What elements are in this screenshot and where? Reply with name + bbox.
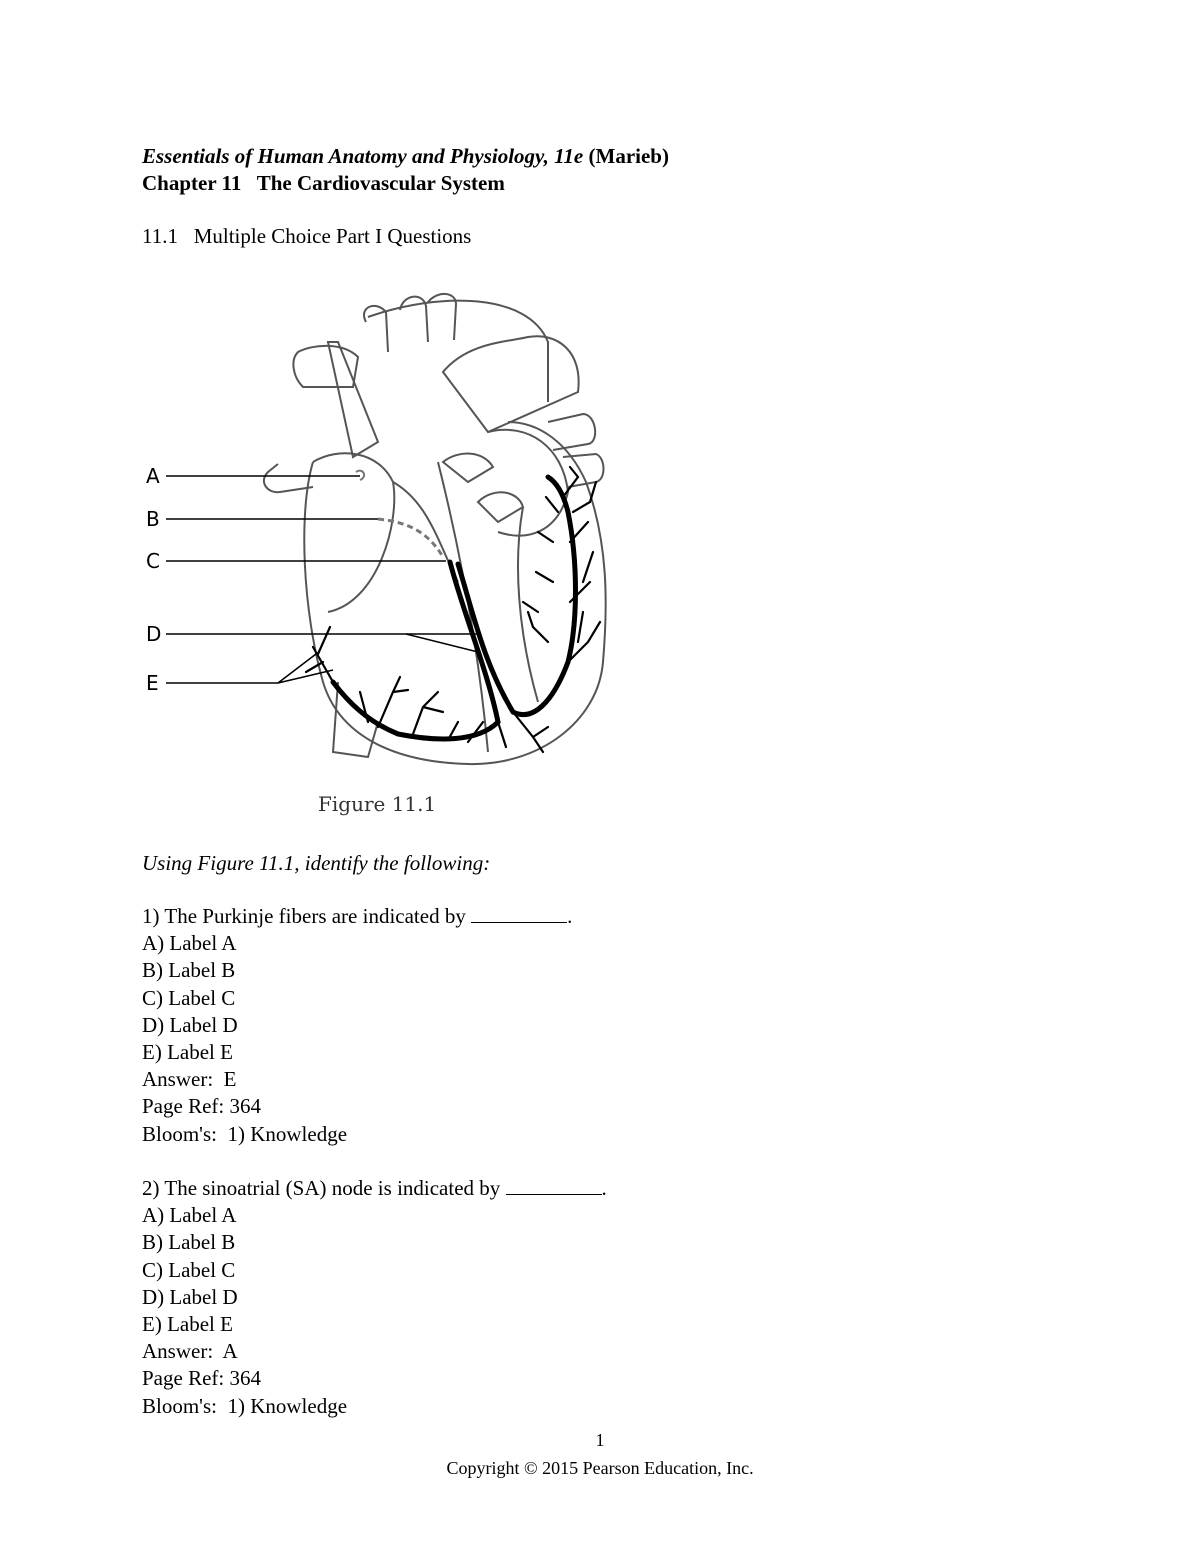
instruction-text: Using Figure 11.1, identify the following: [142,851,491,875]
figure-label-c: C [146,549,160,573]
heart-outline [304,422,605,764]
chapter-title: Chapter 11 The Cardiovascular System [142,171,505,195]
stem-text: 2) The sinoatrial (SA) node is indicated by [142,1176,506,1200]
aortic-arch [368,301,548,402]
purkinje-fiber-8 [523,572,553,642]
valve-2 [478,492,523,522]
blooms-level: Bloom's: 1) Knowledge [142,1121,348,1146]
choice-e: E) Label E [142,1312,233,1337]
stem-end: . [567,904,573,928]
answer-line: Answer: A [142,1339,238,1364]
right-pulmonary-vein-1 [264,464,313,492]
inner-wall-1 [393,482,458,582]
question-stem [142,1175,607,1202]
page-ref: Page Ref: 364 [142,1366,261,1391]
question-2 [142,1175,607,1420]
pulmonary-trunk [443,336,579,432]
document-header [142,143,669,197]
figure-caption: Figure 11.1 [318,792,437,816]
book-title: Essentials of Human Anatomy and Physiology, 11e [142,144,584,168]
choice-b: B) Label B [142,1230,236,1255]
figure-label-b: B [146,507,160,531]
aorta-branch-1 [364,306,388,352]
choice-c: C) Label C [142,1257,236,1282]
question-1 [142,903,572,1148]
section-title: 11.1 Multiple Choice Part I Questions [142,224,472,248]
figure-label-a: A [146,464,160,488]
right-atrium [313,453,394,612]
choice-d: D) Label D [142,1284,238,1309]
choice-e: E) Label E [142,1040,233,1065]
answer-line: Answer: E [142,1067,237,1092]
choice-d: D) Label D [142,1012,238,1037]
answer-blank [471,904,567,923]
figure-label-e: E [146,671,159,695]
stem-text: 1) The Purkinje fibers are indicated by [142,904,472,928]
valve-1 [443,454,493,482]
pulmonary-vein-2 [563,454,604,487]
heart-figure [138,282,618,788]
purkinje-fiber-2 [360,677,408,727]
book-title-line [142,143,669,170]
pulmonary-vein-1 [548,414,595,450]
choice-a: A) Label A [142,931,237,956]
answer-blank [506,1176,602,1195]
question-stem [142,903,572,930]
leader-line-d-2 [406,634,478,652]
choice-a: A) Label A [142,1203,237,1228]
page-ref: Page Ref: 364 [142,1094,261,1119]
figure-label-d: D [146,622,162,646]
heart-conduction-diagram [138,282,618,782]
choice-b: B) Label B [142,958,236,983]
copyright-notice: Copyright © 2015 Pearson Education, Inc. [446,1458,754,1478]
author: (Marieb) [588,144,669,168]
purkinje-fiber-3 [413,692,443,734]
superior-vena-cava [328,342,378,457]
page-number: 1 [595,1430,605,1450]
blooms-level: Bloom's: 1) Knowledge [142,1393,348,1418]
purkinje-fiber-5 [498,712,548,752]
choice-c: C) Label C [142,985,236,1010]
stem-end: . [601,1176,607,1200]
